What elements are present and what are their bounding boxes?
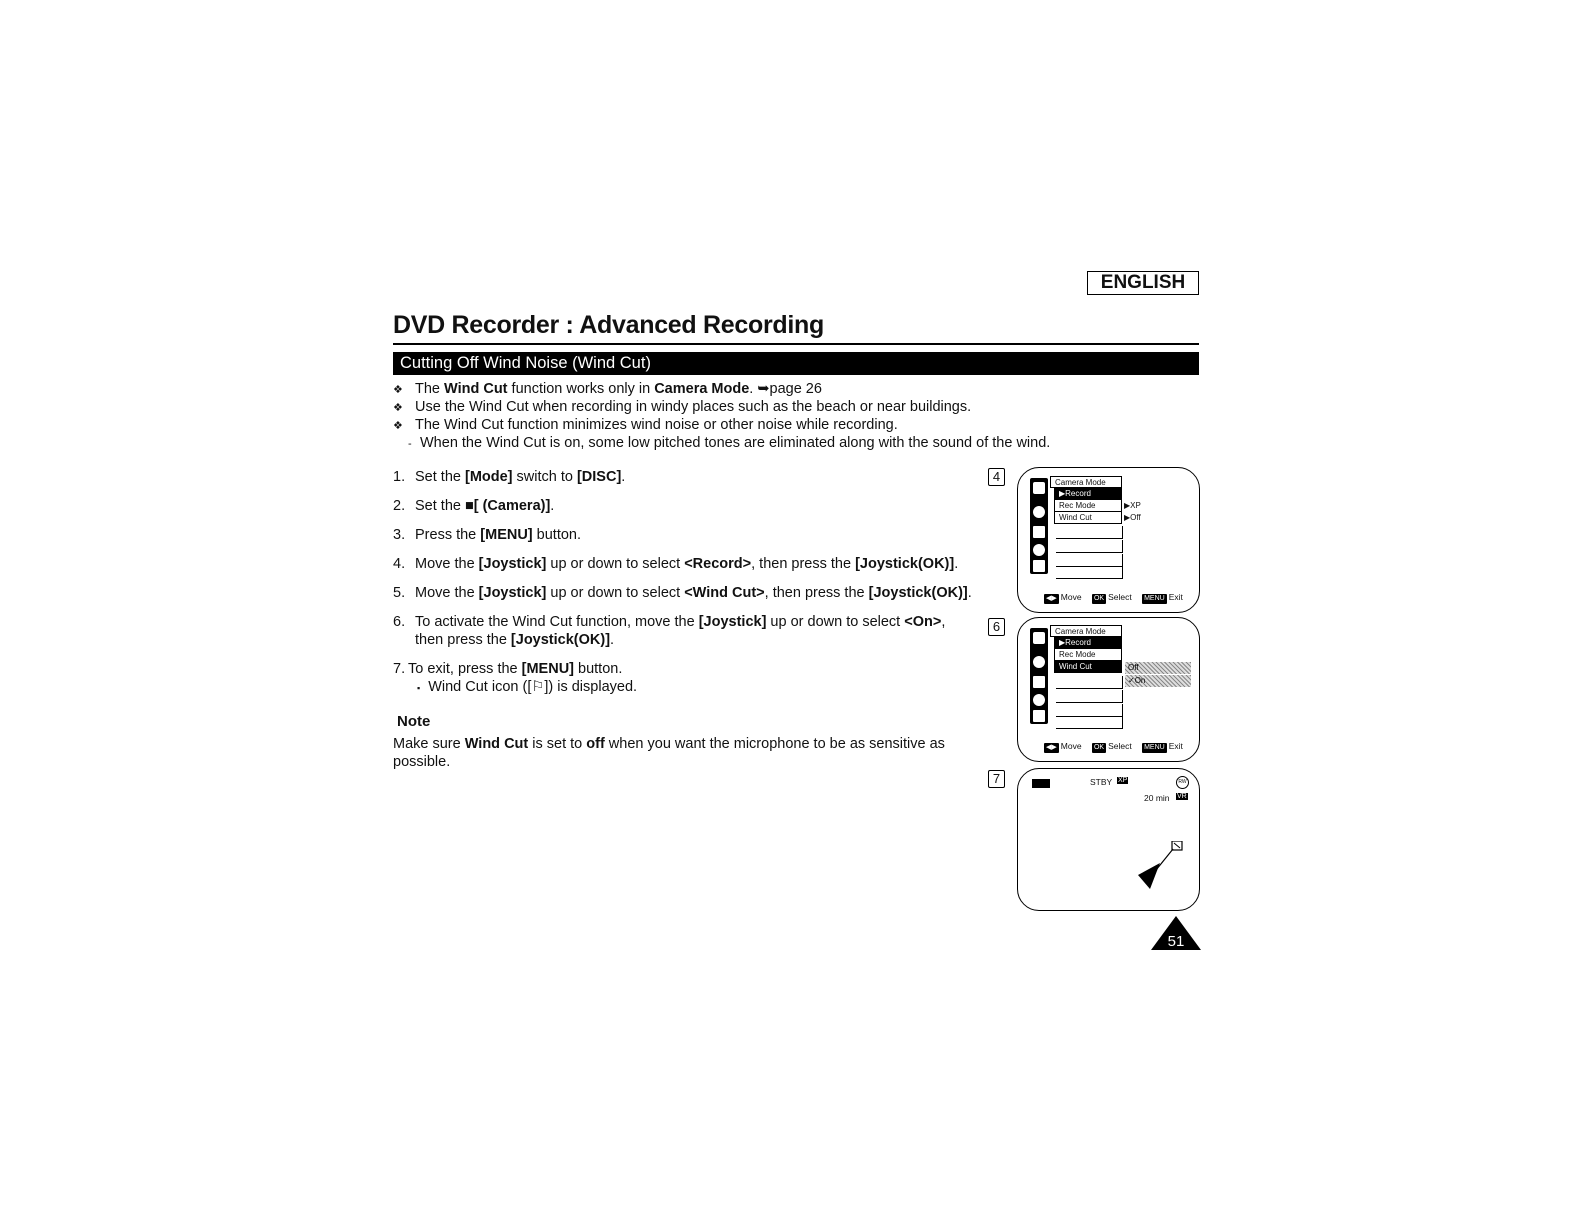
dash-symbol: - [408, 438, 412, 450]
bullet-item [393, 399, 971, 415]
text: possible. [393, 754, 451, 770]
step-3 [393, 527, 581, 543]
xp-quality-icon: XP [1118, 777, 1128, 784]
menu-key-icon: MENU [1144, 744, 1165, 751]
menu-item-wind-cut[interactable]: Wind Cut [1054, 661, 1122, 673]
camera-icon: ■ [464, 498, 474, 514]
step-number: 4. [393, 556, 406, 572]
text: up or down to select [546, 556, 685, 572]
menu-empty-slot [1056, 566, 1123, 579]
menu-empty-slot [1056, 540, 1123, 553]
camera-icon [1033, 526, 1045, 538]
page-reference: . ➥page 26 [749, 381, 822, 397]
text-bold: [DISC] [576, 469, 622, 485]
ok-key-icon: OK [1093, 744, 1105, 751]
text: Move the [415, 556, 479, 572]
ok-key-icon: OK [1093, 595, 1105, 602]
figure-number-7: 7 [988, 770, 1005, 788]
menu-item-record[interactable]: ▶Record [1054, 637, 1122, 649]
text: Move the [415, 585, 479, 601]
note-body [393, 735, 945, 771]
move-key-icon: ◀▶ [1046, 744, 1057, 751]
text: To activate the Wind Cut function, move the [415, 614, 699, 630]
page-title: DVD Recorder : Advanced Recording [393, 311, 824, 339]
text-bold: [Joystick] [698, 614, 767, 630]
language-badge: ENGLISH [1087, 271, 1199, 295]
text-bold: Camera Mode [654, 381, 750, 397]
section-title: Cutting Off Wind Noise (Wind Cut) [393, 352, 1199, 375]
menu-empty-slot [1056, 690, 1123, 703]
page-number-badge [1151, 916, 1201, 950]
menu-screen-record [1017, 467, 1200, 613]
text: switch to [512, 469, 577, 485]
option-value: ▶Off [1124, 513, 1141, 522]
move-key-icon: ◀▶ [1046, 595, 1057, 602]
menu-empty-slot [1056, 676, 1123, 689]
step-2 [393, 498, 554, 514]
text: Use the Wind Cut when recording in windy places such as the beach or near buildings. [415, 399, 972, 415]
step-1 [393, 469, 625, 485]
step-4 [393, 556, 958, 572]
menu-icon-column [1030, 478, 1048, 574]
text-bold: off [586, 736, 605, 752]
exit-label: Exit [1168, 741, 1183, 751]
select-label: Select [1108, 592, 1132, 602]
camera-mode-icon [1033, 632, 1045, 644]
menu-footer [1044, 592, 1183, 604]
figure-number-6: 6 [988, 618, 1005, 636]
text: Press the [415, 527, 481, 543]
bullet-item [393, 381, 822, 397]
disc-rw-icon: RW [1176, 776, 1189, 789]
stby-label: STBY [1090, 777, 1113, 787]
menu-item-rec-mode[interactable]: Rec Mode [1054, 500, 1122, 512]
text: , then press the [751, 556, 856, 572]
settings-icon [1033, 560, 1045, 572]
text: up or down to select [766, 614, 905, 630]
record-icon [1033, 656, 1045, 668]
menu-footer [1044, 741, 1183, 753]
text: . [610, 632, 615, 648]
text-bold: [Joystick(OK)] [868, 585, 968, 601]
menu-item-wind-cut[interactable]: Wind Cut [1054, 512, 1122, 524]
menu-icon-column [1030, 628, 1048, 724]
text: , then press the [764, 585, 869, 601]
move-label: Move [1060, 741, 1082, 751]
viewfinder-screen [1017, 768, 1200, 911]
square-bullet: ▪ [417, 683, 421, 693]
move-label: Move [1060, 592, 1082, 602]
bullet-symbol: ❖ [393, 384, 403, 396]
camera-mode-icon [1033, 482, 1045, 494]
settings-icon [1033, 710, 1045, 722]
menu-screen-wind-cut [1017, 617, 1200, 762]
remaining-time: 20 min [1144, 793, 1170, 803]
text-bold: Wind Cut [464, 736, 529, 752]
text: Set the [415, 498, 465, 514]
text-bold: <Record> [684, 556, 752, 572]
record-icon [1033, 506, 1045, 518]
option-on[interactable]: ✓On [1125, 675, 1191, 687]
menu-item-rec-mode[interactable]: Rec Mode [1054, 649, 1122, 661]
text: Make sure [393, 736, 465, 752]
menu-item-record[interactable]: ▶Record [1054, 488, 1122, 500]
text: The Wind Cut function minimizes wind noise or other noise while recording. [415, 417, 898, 433]
text-bold: [Joystick(OK)] [855, 556, 955, 572]
page-number: 51 [1167, 933, 1185, 950]
step-5 [393, 585, 972, 601]
battery-icon [1032, 779, 1050, 788]
option-off[interactable]: Off [1125, 662, 1191, 674]
text-bold: <On> [904, 614, 942, 630]
wind-cut-icon: ⚐ [531, 679, 545, 695]
menu-header: Camera Mode [1050, 476, 1122, 488]
bullet-symbol: ❖ [393, 402, 403, 414]
step-number: 2. [393, 498, 406, 514]
text-bold: [MENU] [521, 661, 574, 677]
menu-header: Camera Mode [1050, 625, 1122, 637]
text: . [967, 585, 972, 601]
text-bold: [Joystick(OK)] [510, 632, 611, 648]
vr-mode-icon: VR [1177, 793, 1187, 800]
figure-number-4: 4 [988, 468, 1005, 486]
text-bold: [Joystick] [478, 556, 547, 572]
bullet-symbol: ❖ [393, 420, 403, 432]
step-number: 1. [393, 469, 406, 485]
step-number: 5. [393, 585, 406, 601]
step-number: 7. [393, 661, 406, 677]
menu-key-icon: MENU [1144, 595, 1165, 602]
text: when you want the microphone to be as sensitive as [604, 736, 945, 752]
exit-label: Exit [1168, 592, 1183, 602]
text: The [415, 381, 445, 397]
option-value: ▶XP [1124, 501, 1141, 510]
text: function works only in [507, 381, 655, 397]
text: then press the [415, 632, 511, 648]
text-bold: Wind Cut [444, 381, 508, 397]
text: , [941, 614, 946, 630]
step-7 [393, 661, 637, 695]
text-bold: <Wind Cut> [684, 585, 765, 601]
text: . [954, 556, 959, 572]
pointer-arrow-icon [1138, 841, 1198, 901]
menu-empty-slot [1056, 716, 1123, 729]
title-divider [393, 343, 1199, 345]
disc-icon [1033, 544, 1045, 556]
text: button. [574, 661, 623, 677]
step-6 [393, 614, 945, 648]
text: When the Wind Cut is on, some low pitched tones are eliminated along with the sound of the wind. [420, 435, 1051, 451]
text-bold: [ (Camera)] [473, 498, 551, 514]
select-label: Select [1108, 741, 1132, 751]
text: Set the [415, 469, 465, 485]
text: To exit, press the [408, 661, 522, 677]
text: up or down to select [546, 585, 685, 601]
text: button. [532, 527, 582, 543]
text-bold: [MENU] [480, 527, 533, 543]
step-number: 6. [393, 614, 406, 630]
text-bold: [Joystick] [478, 585, 547, 601]
text: . [550, 498, 555, 514]
step-number: 3. [393, 527, 406, 543]
menu-empty-slot [1056, 526, 1123, 539]
text: ]) is displayed. [544, 679, 638, 695]
bullet-item [393, 417, 898, 433]
text: is set to [528, 736, 587, 752]
text-bold: [Mode] [464, 469, 513, 485]
camera-icon [1033, 676, 1045, 688]
disc-icon [1033, 694, 1045, 706]
text: Wind Cut icon ([ [428, 679, 532, 695]
bullet-sub-item [408, 435, 1050, 451]
text: . [621, 469, 626, 485]
note-title: Note [397, 713, 431, 730]
